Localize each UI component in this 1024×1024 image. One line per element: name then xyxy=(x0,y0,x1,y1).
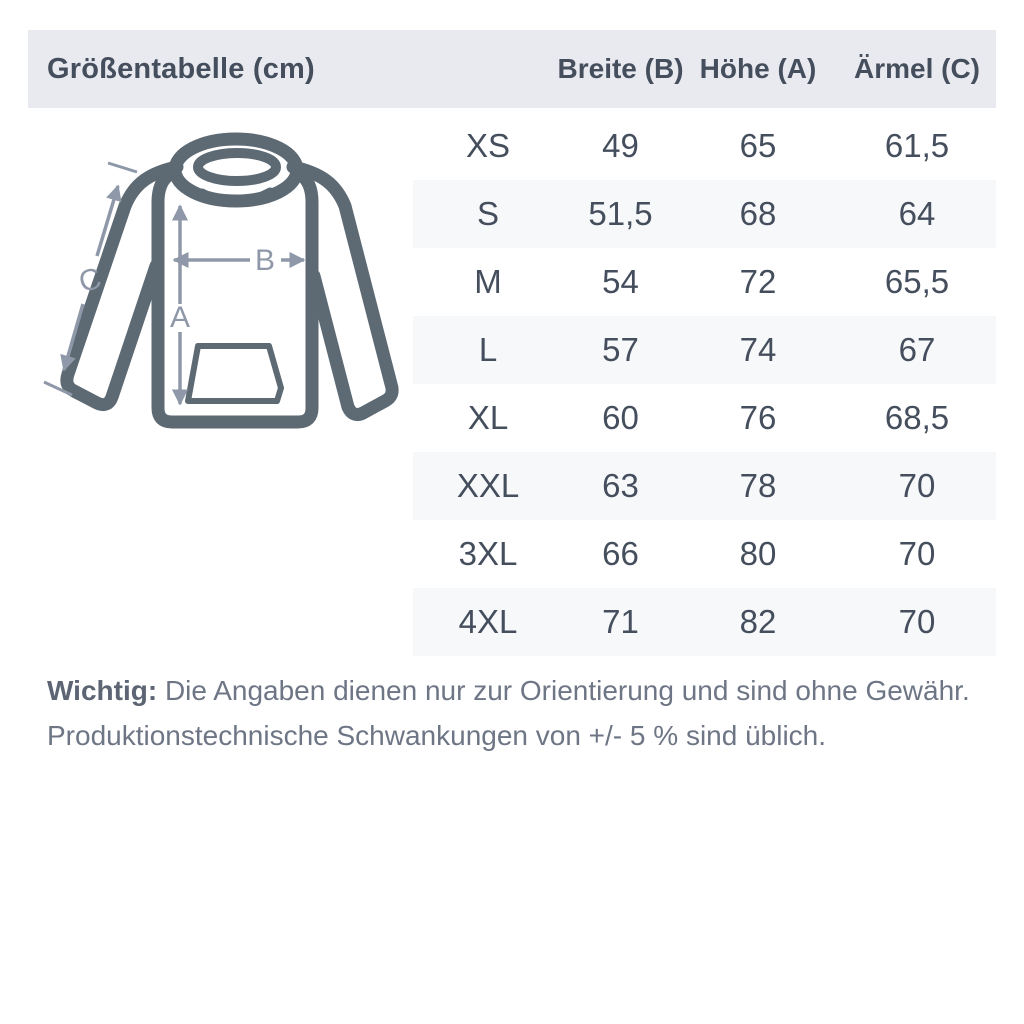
size-label: 4XL xyxy=(458,603,518,640)
hoehe-value: 72 xyxy=(739,263,777,300)
table-row xyxy=(413,316,996,384)
table-row xyxy=(413,112,996,180)
hood-inner xyxy=(198,153,276,181)
size-label: M xyxy=(474,263,502,300)
dimension-b-arrow xyxy=(174,244,304,277)
hoodie-illustration xyxy=(40,118,420,453)
table-row xyxy=(413,248,996,316)
column-header-breite: Breite (B) xyxy=(557,53,684,84)
aermel-value: 61,5 xyxy=(884,127,950,164)
aermel-value: 70 xyxy=(898,467,936,504)
disclaimer-line-2: Produktionstechnische Schwankungen von +/- 5 % sind üblich. xyxy=(47,720,827,751)
breite-value: 66 xyxy=(602,535,639,572)
dimension-label-c: C xyxy=(75,261,105,300)
disclaimer-bold-label: Wichtig: xyxy=(47,675,158,706)
dimension-label-b: B xyxy=(254,244,276,277)
breite-value: 57 xyxy=(602,331,639,368)
size-label: XL xyxy=(467,399,509,436)
hoehe-value: 80 xyxy=(739,535,777,572)
breite-value: 51,5 xyxy=(588,195,653,232)
dimension-a-arrow xyxy=(170,206,190,404)
table-header-bar xyxy=(28,30,996,108)
hoehe-value: 82 xyxy=(739,603,777,640)
column-headers xyxy=(413,30,996,108)
table-row xyxy=(413,180,996,248)
table-row xyxy=(413,452,996,520)
disclaimer-line-1-text: Die Angaben dienen nur zur Orientierung und sind ohne Gewähr. xyxy=(157,675,970,706)
aermel-value: 70 xyxy=(898,535,936,572)
table-row xyxy=(413,384,996,452)
size-label: XS xyxy=(465,127,511,164)
hoehe-value: 65 xyxy=(739,127,777,164)
hoehe-value: 78 xyxy=(739,467,777,504)
hoodie-outline xyxy=(67,139,392,422)
disclaimer-note xyxy=(47,668,997,758)
hoehe-value: 74 xyxy=(739,331,777,368)
kangaroo-pocket xyxy=(188,346,281,401)
disclaimer-line-1 xyxy=(47,668,997,713)
size-label: XXL xyxy=(456,467,520,504)
breite-value: 49 xyxy=(602,127,639,164)
size-label: 3XL xyxy=(458,535,518,572)
breite-value: 60 xyxy=(602,399,639,436)
column-header-aermel: Ärmel (C) xyxy=(853,53,980,84)
aermel-value: 65,5 xyxy=(884,263,950,300)
aermel-value: 70 xyxy=(898,603,936,640)
aermel-value: 68,5 xyxy=(884,399,950,436)
aermel-value: 64 xyxy=(898,195,936,232)
hoehe-value: 76 xyxy=(739,399,777,436)
size-label: L xyxy=(478,331,498,368)
breite-value: 54 xyxy=(602,263,639,300)
aermel-value: 67 xyxy=(898,331,936,368)
breite-value: 71 xyxy=(602,603,639,640)
breite-value: 63 xyxy=(602,467,639,504)
table-row xyxy=(413,520,996,588)
dimension-label-a: A xyxy=(169,301,191,334)
hoehe-value: 68 xyxy=(739,195,777,232)
size-label: S xyxy=(476,195,499,232)
hoodie-diagram xyxy=(40,118,420,453)
column-header-hoehe: Höhe (A) xyxy=(699,53,817,84)
size-table xyxy=(413,112,996,656)
page-title: Größentabelle (cm) xyxy=(47,52,315,85)
table-row xyxy=(413,588,996,656)
